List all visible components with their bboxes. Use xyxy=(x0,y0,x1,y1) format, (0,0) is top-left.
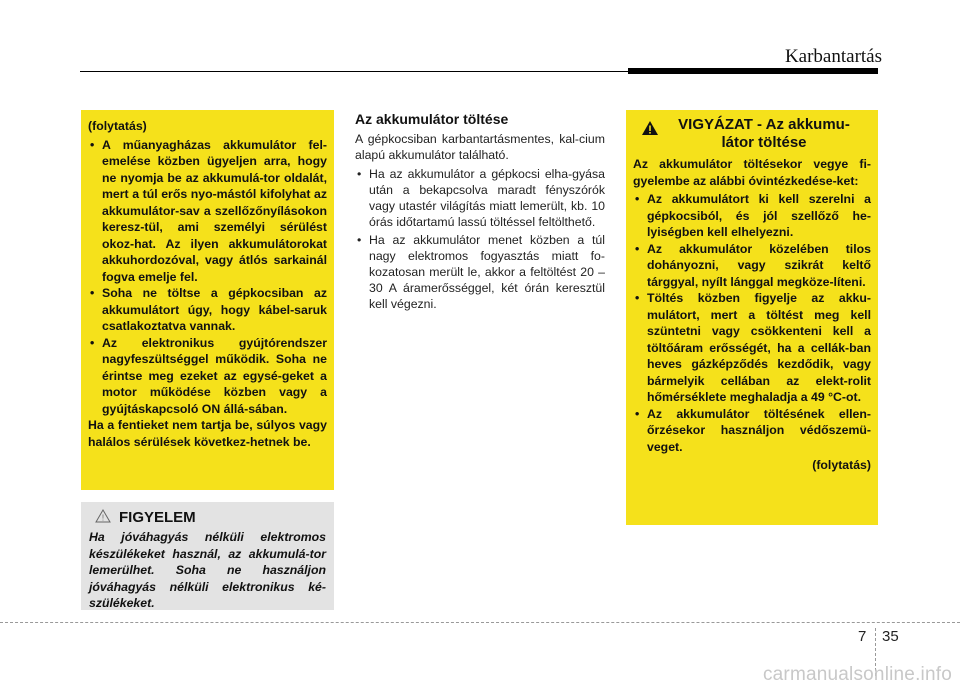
continued-label: (folytatás) xyxy=(812,458,871,472)
continued-label: (folytatás) xyxy=(88,119,147,133)
list-item: • Az akkumulátort ki kell szerelni a gépkocsiból, és jól szellőző he-lyiségben kell elhelyezni. xyxy=(633,191,871,241)
warning-intro: Az akkumulátor töltésekor vegye fi-gyelembe az alábbi óvintézkedése-ket: xyxy=(633,157,871,188)
page-number: 35 xyxy=(882,628,899,645)
watermark: carmanualsonline.info xyxy=(762,664,952,685)
list-item: • Az akkumulátor töltésének ellen-őrzésekor használjon védőszemü-veget. xyxy=(633,406,871,456)
warning-continued-box xyxy=(81,110,334,490)
list-item: • A műanyagházas akkumulátor fel-emelése közben ügyeljen arra, hogy ne nyomja be az akkumulá-tor oldalát, mert a túl erős nyo-mástól kifolyhat az akkumulátor-sav a szellőzőnyílásokon keresz-tül, ami személyi sérülést okoz-hat. Az ilyen akkumulátorokat akkuhordozóval, vagy átlós sarkainál fogva emelje fel. xyxy=(88,137,327,286)
caution-text: Ha jóváhagyás nélküli elektromos készülékeket használ, az akkumulá-tor lemerülhet. Soha ne használjon jóváhagyás nélküli elektronikus ké-szülékeket. xyxy=(89,530,326,610)
header-rule-thick xyxy=(628,68,878,74)
list-item: • Ha az akkumulátor a gépkocsi elha-gyása után a bekapcsolva maradt fényszórók vagy utastér világítás miatt lemerült, kb. 10 órás időtartamú lassú töltéssel feltölthető. xyxy=(355,166,605,230)
caution-triangle-icon xyxy=(95,509,111,528)
warning-tail: Ha a fentieket nem tartja be, súlyos vagy halálos sérülések következ-hetnek be. xyxy=(88,418,327,449)
chapter-number: 7 xyxy=(858,628,867,645)
warning-list xyxy=(88,137,327,418)
header-title: Karbantartás xyxy=(784,46,882,67)
main-column xyxy=(355,110,605,314)
section-heading: Az akkumulátor töltése xyxy=(355,111,509,127)
warning-header xyxy=(633,116,871,152)
list-item: • Töltés közben figyelje az akku-mulátort, mert a töltést meg kell szüntetni vagy csökkenteni kell a töltőáram erősségét, ha a cellák-ban heves gázképződés kezdődik, vagy bármelyik cellában az elekt-rolit hőmérséklete meghaladja a 49 °C-ot. xyxy=(633,290,871,406)
footer-rule xyxy=(0,622,960,623)
svg-text:!: ! xyxy=(101,513,105,522)
list-item: • Ha az akkumulátor menet közben a túl nagy elektromos fogyasztás miatt fo-kozatosan merült le, akkor a feltöltést 20 – 30 A áramerősséggel, két órán keresztül kell végezni. xyxy=(355,232,605,312)
list-item: • Az akkumulátor közelében tilos dohányozni, vagy szikrát keltő tárggyal, nyílt lánggal megköze-líteni. xyxy=(633,241,871,291)
list-item: • Az elektronikus gyújtórendszer nagyfeszültséggel működik. Soha ne érintse meg ezeket az egysé-geket a motor működése közben vagy a gyújtáskapcsoló ON állá-sában. xyxy=(88,335,327,418)
section-intro: A gépkocsiban karbantartásmentes, kal-cium alapú akkumulátor található. xyxy=(355,132,605,162)
warning-triangle-icon xyxy=(633,116,667,136)
list-item: • Soha ne töltse a gépkocsiban az akkumulátort úgy, hogy kábel-saruk csatlakoztatva vannak. xyxy=(88,285,327,335)
caution-box xyxy=(81,502,334,610)
warning-title-line2: látor töltése xyxy=(721,134,807,151)
warning-list xyxy=(633,191,871,455)
warning-title-line1: VIGYÁZAT - Az akkumu- xyxy=(678,116,850,133)
caution-title: FIGYELEM xyxy=(119,509,196,526)
instruction-list xyxy=(355,166,605,312)
header-rule xyxy=(80,71,628,72)
caution-header xyxy=(89,508,326,528)
warning-box xyxy=(626,110,878,525)
warning-title xyxy=(667,116,871,152)
